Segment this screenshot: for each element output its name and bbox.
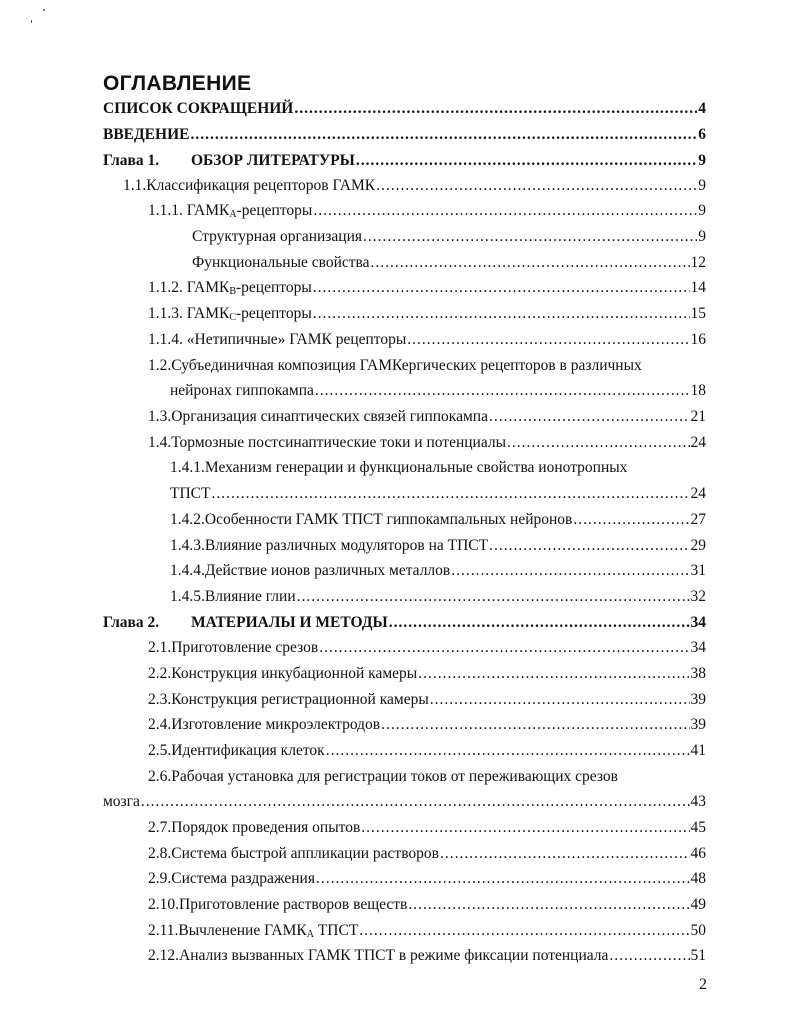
toc-entry[interactable] (148, 714, 706, 736)
toc-entry[interactable] (148, 740, 706, 762)
toc-entry[interactable] (148, 843, 706, 865)
chapter-title: ОБЗОР ЛИТЕРАТУРЫ (191, 152, 355, 169)
scan-speck (43, 9, 45, 11)
leader-dots (313, 303, 690, 325)
toc-entry-first-line[interactable]: 1.4.1.Механизм генерации и функциональные свойства ионотропных (170, 459, 628, 476)
leader-dots (609, 945, 689, 967)
toc-entry-page: 21 (690, 408, 706, 425)
toc-entry-page: 4 (698, 100, 706, 117)
toc-entry-page: 9 (698, 228, 706, 245)
toc-entry-page: 41 (690, 742, 706, 759)
toc-entry[interactable] (148, 303, 706, 325)
leader-dots (440, 843, 690, 865)
toc-entry-label: 1.4.4.Действие ионов различных металлов (170, 562, 451, 579)
toc-entry[interactable] (148, 432, 706, 454)
toc-entry-page: 34 (690, 639, 706, 656)
toc-entry-label: ВВЕДЕНИЕ (103, 126, 190, 143)
toc-entry-label: Функциональные свойства (192, 254, 370, 271)
toc-entry[interactable] (148, 637, 706, 659)
page-title: ОГЛАВЛЕНИЕ (103, 72, 252, 95)
leader-dots (190, 124, 697, 146)
toc-entry-page: 51 (690, 947, 706, 964)
toc-entry[interactable] (148, 817, 706, 839)
toc-entry-page: 45 (690, 819, 706, 836)
toc-entry[interactable] (148, 663, 706, 685)
toc-entry-label: 1.4.3.Влияние различных модуляторов на ТПСТ (170, 537, 489, 554)
leader-dots (315, 380, 690, 402)
toc-entry[interactable] (170, 483, 706, 505)
toc-entry-label: 1.4.5.Влияние глии (170, 588, 296, 605)
toc-entry-label: 1.4.2.Особенности ГАМК ТПСТ гиппокампальных нейронов (170, 511, 573, 528)
toc-entry-page: 48 (690, 870, 706, 887)
toc-entry-label: 2.5.Идентификация клеток (148, 742, 325, 759)
toc-entry-label: 1.4.Тормозные постсинаптические токи и потенциалы (148, 434, 506, 451)
toc-entry[interactable] (192, 252, 706, 274)
toc-entry-page: 9 (698, 202, 706, 219)
toc-entry-first-line[interactable]: 1.2.Субъединичная композиция ГАМКергических рецепторов в различных (148, 357, 642, 374)
toc-entry-first-line[interactable]: 2.6.Рабочая установка для регистрации токов от переживающих срезов (148, 768, 618, 785)
leader-dots (326, 740, 690, 762)
chapter-number: Глава 2. (103, 614, 160, 631)
leader-dots (359, 920, 689, 942)
toc-entry[interactable] (148, 329, 706, 351)
toc-entry-label (103, 150, 355, 172)
toc-entry-page: 43 (690, 793, 706, 810)
leader-dots (211, 483, 689, 505)
toc-entry-label: 1.3.Организация синаптических связей гиппокампа (148, 408, 488, 425)
leader-dots (356, 150, 697, 172)
toc-entry[interactable] (170, 380, 706, 402)
toc-entry-page: 38 (690, 665, 706, 682)
leader-dots (141, 791, 690, 813)
toc-entry-label: 2.3.Конструкция регистрационной камеры (148, 691, 429, 708)
leader-dots (418, 663, 689, 685)
leader-dots (430, 689, 690, 711)
toc-entry-page: 24 (690, 485, 706, 502)
toc-entry[interactable] (170, 535, 706, 557)
toc-entry-label: мозга (103, 793, 140, 810)
toc-chapter-entry[interactable] (103, 150, 706, 172)
toc-entry-label: 1.1.2. $ГАМК_B$-рецепторы (148, 279, 312, 297)
leader-dots (363, 226, 697, 248)
toc-entry[interactable] (103, 124, 706, 146)
toc-entry-page: 14 (690, 279, 706, 296)
toc-entry[interactable] (192, 226, 706, 248)
toc-entry[interactable] (170, 509, 706, 531)
toc-entry-label: 2.4.Изготовление микроэлектродов (148, 716, 381, 733)
toc-entry-label: 1.1.3. $ГАМК_C$-рецепторы (148, 305, 312, 323)
toc-entry-label: 2.7.Порядок проведения опытов (148, 819, 361, 836)
toc-entry-label: 1.1.1. $ГАМК_А$-рецепторы (148, 202, 313, 220)
toc-entry[interactable] (148, 920, 706, 942)
toc-entry-page: 12 (690, 254, 706, 271)
toc-entry[interactable] (103, 98, 706, 120)
toc-entry[interactable] (148, 406, 706, 428)
toc-entry[interactable] (170, 586, 706, 608)
toc-entry-label: 2.12.Анализ вызванных ГАМК ТПСТ в режиме фиксации потенциала (148, 947, 609, 964)
page-number: 2 (699, 976, 707, 993)
toc-entry-label (103, 612, 388, 634)
toc-entry-label: СПИСОК СОКРАЩЕНИЙ (103, 100, 294, 117)
leader-dots (297, 586, 690, 608)
leader-dots (507, 432, 690, 454)
toc-entry[interactable] (148, 945, 706, 967)
leader-dots (489, 535, 689, 557)
chapter-title: МАТЕРИАЛЫ И МЕТОДЫ (191, 614, 388, 631)
leader-dots (489, 406, 690, 428)
leader-dots (451, 560, 689, 582)
toc-entry-page: 18 (690, 382, 706, 399)
toc-entry-page: 27 (690, 511, 706, 528)
toc-entry-page: 39 (690, 716, 706, 733)
toc-entry[interactable] (148, 689, 706, 711)
leader-dots (361, 817, 689, 839)
toc-entry-label: 2.9.Система раздражения (148, 870, 315, 887)
toc-entry[interactable] (148, 894, 706, 916)
toc-entry[interactable] (170, 560, 706, 582)
toc-entry-label: 2.11.Вычленение $ГАМК_А$ ТПСТ (148, 922, 359, 940)
toc-entry-page: 46 (690, 845, 706, 862)
leader-dots (371, 252, 690, 274)
toc-entry-page: 34 (690, 614, 706, 631)
leader-dots (294, 98, 697, 120)
toc-entry-page: 16 (690, 331, 706, 348)
toc-entry-label: 2.1.Приготовление срезов (148, 639, 319, 656)
toc-entry-label: ТПСТ (170, 485, 211, 502)
leader-dots (389, 612, 690, 634)
leader-dots (316, 868, 690, 890)
toc-entry-page: 32 (690, 588, 706, 605)
leader-dots (376, 175, 697, 197)
toc-chapter-entry[interactable] (103, 612, 706, 634)
toc-entry-page: 29 (690, 537, 706, 554)
toc-entry-label: Структурная организация (192, 228, 363, 245)
toc-entry-page: 39 (690, 691, 706, 708)
toc-entry[interactable] (148, 277, 706, 299)
leader-dots (408, 894, 689, 916)
toc-entry-page: 31 (690, 562, 706, 579)
toc-entry-page: 49 (690, 896, 706, 913)
leader-dots (381, 714, 689, 736)
leader-dots (407, 329, 689, 351)
toc-entry-page: 50 (690, 922, 706, 939)
toc-entry-page: 9 (698, 177, 706, 194)
toc-entry-label: 2.10.Приготовление растворов веществ (148, 896, 408, 913)
toc-entry[interactable] (148, 868, 706, 890)
toc-entry-label: 2.8.Система быстрой аппликации растворов (148, 845, 439, 862)
chapter-number: Глава 1. (103, 152, 160, 169)
toc-entry-page: 15 (690, 305, 706, 322)
toc-entry[interactable] (148, 200, 706, 222)
leader-dots (313, 200, 697, 222)
leader-dots (319, 637, 689, 659)
leader-dots (313, 277, 690, 299)
toc-entry[interactable] (103, 791, 706, 813)
toc-entry-page: 6 (698, 126, 706, 143)
toc-entry-label: нейронах гиппокампа (170, 382, 314, 399)
toc-entry-label: 2.2.Конструкция инкубационной камеры (148, 665, 418, 682)
toc-entry-page: 9 (698, 152, 706, 169)
toc-entry-label: 1.1.Классификация рецепторов ГАМК (123, 177, 376, 194)
toc-entry-page: 24 (690, 434, 706, 451)
toc-entry[interactable] (123, 175, 706, 197)
scan-speck (31, 20, 32, 23)
toc-entry-label: 1.1.4. «Нетипичные» ГАМК рецепторы (148, 331, 407, 348)
leader-dots (573, 509, 689, 531)
